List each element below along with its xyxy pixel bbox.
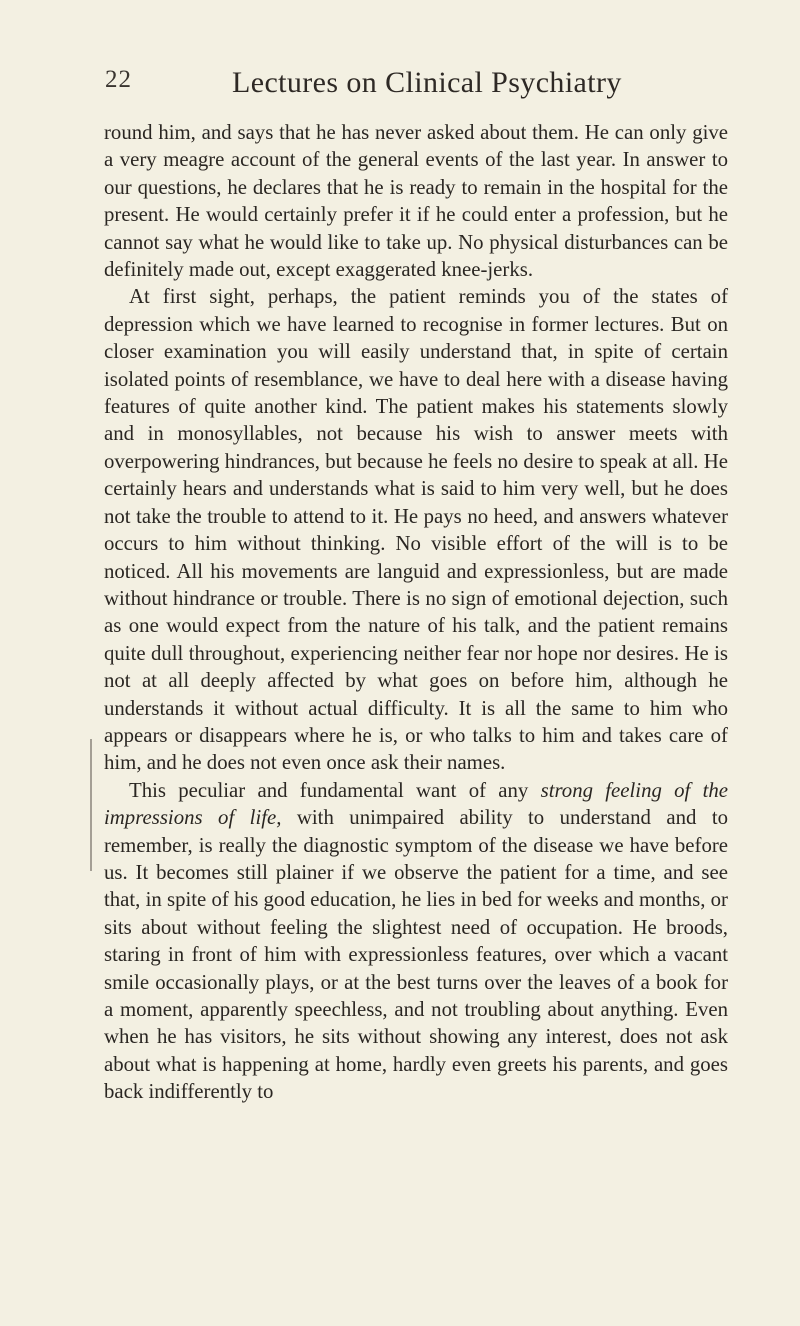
- margin-mark: [90, 739, 92, 871]
- page-number: 22: [105, 66, 132, 93]
- page-header: [105, 66, 725, 108]
- body-text: [104, 119, 728, 1106]
- paragraph-2: At first sight, perhaps, the patient reminds you of the states of depression which we have learned to recognise in former lectures. But on closer examination you will easily understand that, in spite of certain isolated points of resemblance, we have to deal here with a disease having features of quite another kind. The patient makes his statements slowly and in monosyllables, not because his wish to answer meets with overpowering hindrances, but because he feels no desire to speak at all. He certainly hears and understands what is said to him very well, but he does not take the trouble to attend to it. He pays no heed, and answers whatever occurs to him without thinking. No visible effort of the will is to be noticed. All his movements are languid and expressionless, but are made without hindrance or trouble. There is no sign of emotional dejection, such as one would expect from the nature of his talk, and the patient remains quite dull throughout, experiencing neither fear nor hope nor desires. He is not at all deeply affected by what goes on before him, although he understands it without actual difficulty. It is all the same to him who appears or disappears where he is, or who talks to him and takes care of him, and he does not even once ask their names.: [104, 285, 728, 775]
- paragraph-3-text: with unimpaired ability to understand and to remember, is really the diagnostic symptom of the disease we have before us. It becomes still plainer if we observe the patient for a time, and see that, in spite of his good education, he lies in bed for weeks and months, or sits about without feeling the slightest need of occupation. He broods, staring in front of him with expressionless features, over which a vacant smile occasionally plays, or at the best turns over the leaves of a book for a moment, apparently speechless, and not troubling about anything. Even when he has visitors, he sits without showing any interest, does not ask about what is happening at home, hardly even greets his parents, and goes back indifferently to: [104, 806, 728, 1104]
- paragraph-3-intro: This peculiar and fundamental want of any: [129, 778, 541, 802]
- paragraph-3: [104, 777, 728, 1106]
- running-title: Lectures on Clinical Psychiatry: [232, 66, 622, 99]
- paragraph-1: round him, and says that he has never asked about them. He can only give a very meagre account of the general events of the last year. In answer to our questions, he declares that he is ready to remain in the hospital for the present. He would certainly prefer it if he could enter a profession, but he cannot say what he would like to take up. No physical disturbances can be definitely made out, except exaggerated knee-jerks.: [104, 121, 728, 282]
- paragraph-3-emphasis: strong feeling of the impressions of life,: [104, 778, 728, 830]
